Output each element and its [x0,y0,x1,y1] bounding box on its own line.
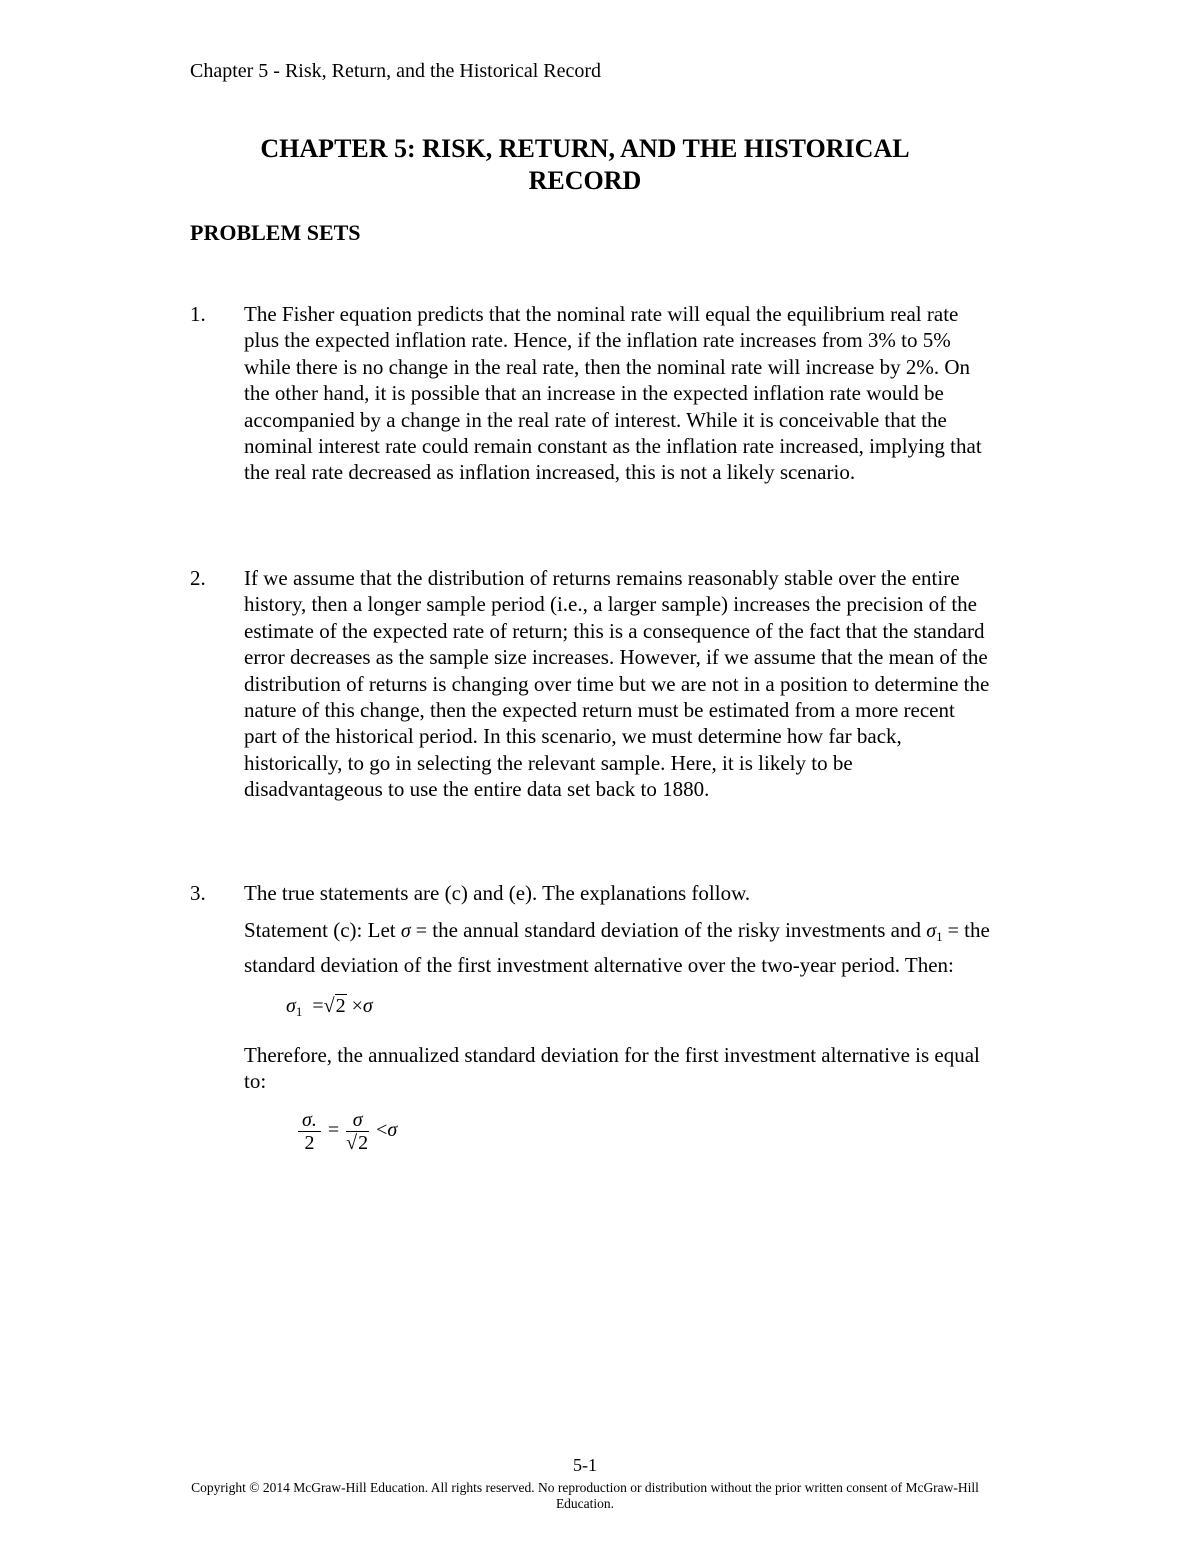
problem-text: The Fisher equation predicts that the nominal rate will equal the equilibrium real rate plus the expected inflation rate. Hence, if the inflation rate increases from 3% to 5% while there is no change in the real rate, then the nominal rate will increase by 2%. On the other hand, it is possible that an increase in the expected inflation rate would be accompanied by a change in the real rate of interest. While it is conceivable that the nominal interest rate could remain constant as the inflation rate increased, implying that the real rate decreased as inflation increased, this is not a likely scenario. [244,302,982,485]
radicand: 2 [335,995,346,1018]
sqrt-sign: √ [346,1131,358,1154]
equals-sign: = [415,920,428,943]
therefore-text: Therefore, the annualized standard deviation for the first investment alternative is equal to: [244,1042,980,1094]
statement-text-b: the annual standard deviation of the risky investments and [427,918,927,943]
problem-number: 2. [190,566,206,590]
problem-number: 1. [190,302,206,326]
sqrt-sign: √ [323,995,335,1018]
problem-2 [190,565,990,803]
page-number: 5-1 [573,1455,597,1475]
running-header: Chapter 5 - Risk, Return, and the Historical Record [190,60,602,82]
numerator: σ [346,1109,369,1132]
chapter-title-line-2: RECORD [528,166,642,195]
sigma: σ [286,995,296,1018]
sigma: σ [387,1118,398,1141]
problem-number: 3. [190,881,206,905]
equals-sign: = [327,1118,340,1141]
fraction-left [298,1109,321,1154]
sigma: σ [926,920,937,943]
sqrt-2 [324,994,347,1017]
chapter-title [190,133,980,197]
equation-body [296,1108,398,1154]
fraction-right [346,1109,369,1154]
sigma-1-symbol [926,920,959,945]
copyright-notice: Copyright © 2014 McGraw-Hill Education. All rights reserved. No reproduction or distribution without the prior written consent of McGraw-Hill Education. [191,1480,979,1511]
statement-text-c: the standard deviation of the first investment alternative over the two-year period. Then: [244,918,990,978]
chapter-title-line-1: CHAPTER 5: RISK, RETURN, AND THE HISTORICAL [260,134,910,163]
equals-sign: = [947,920,959,943]
sigma-symbol [401,920,427,942]
numerator: σ. [298,1109,321,1132]
equals-sign: = [312,995,324,1018]
page-footer [190,1455,980,1512]
subscript-1: 1 [936,929,943,945]
times-sign: × [351,995,363,1018]
statement-text-a: Statement (c): Let [244,918,401,943]
subscript-1: 1 [295,1004,303,1020]
radicand: 2 [358,1131,369,1154]
problem-intro: The true statements are (c) and (e). The explanations follow. [244,881,751,905]
statement-c [244,916,990,980]
denominator [346,1132,369,1154]
denominator: 2 [304,1131,315,1154]
section-heading: PROBLEM SETS [190,220,361,245]
equation-sigma1 [286,992,990,1025]
sigma: σ [400,920,411,943]
equation-annualized [296,1109,990,1154]
problem-3 [190,880,990,1162]
problem-text: If we assume that the distribution of returns remains reasonably stable over the entire history, then a longer sample period (i.e., a larger sample) increases the precision of the estimate of the expected rate of return; this is a consequence of the fact that the standard error decreases as the sample size increases. However, if we assume that the mean of the distribution of returns is changing over time but we are not in a position to determine the nature of this change, then the expected return must be estimated from a more recent part of the historical period. In this scenario, we must determine how far back, historically, to go in selecting the relevant sample. Here, it is likely to be disadvantageous to use the entire data set back to 1880. [244,566,990,802]
less-than-sign: < [376,1118,388,1141]
equation-body [286,995,373,1020]
sigma: σ [362,995,373,1018]
problem-1 [190,301,990,486]
